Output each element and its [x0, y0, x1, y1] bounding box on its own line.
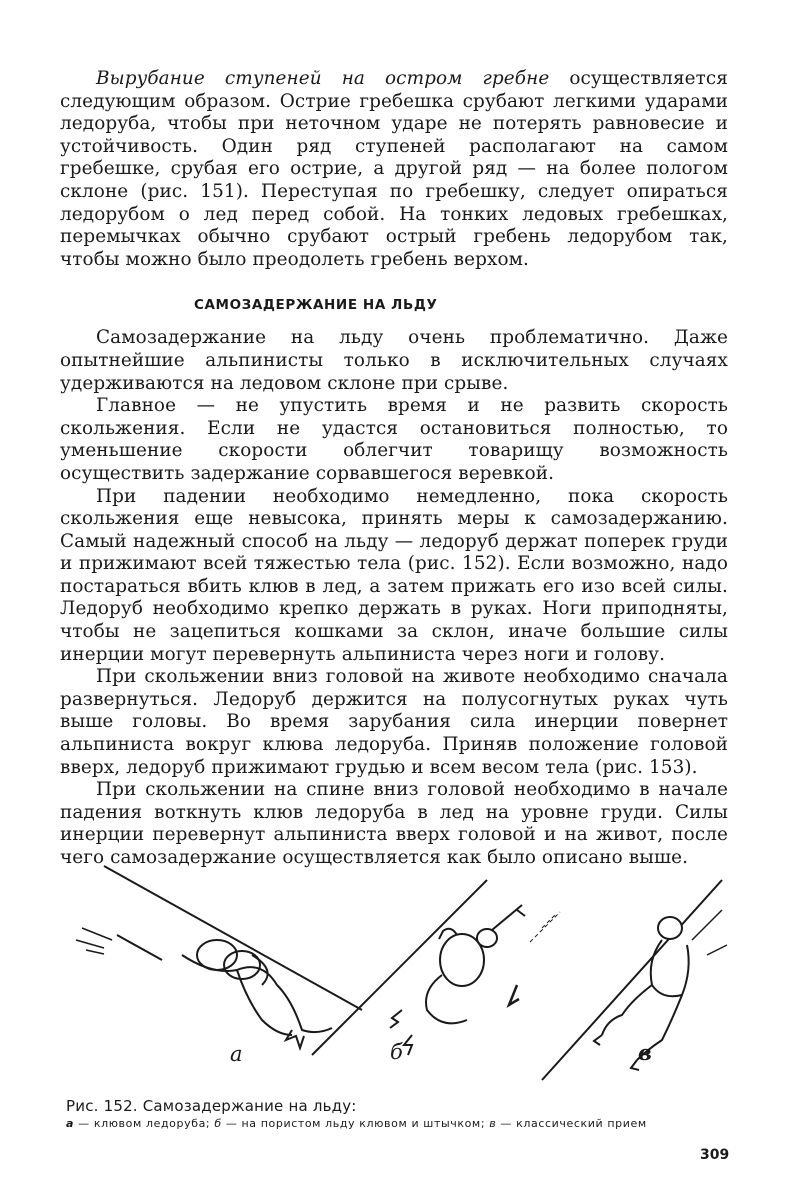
- legend-letter-a: а: [66, 1117, 75, 1130]
- figure-label-b: б: [390, 1040, 403, 1064]
- legend-letter-b: б: [214, 1117, 222, 1130]
- panel-a-drawing: [76, 866, 362, 1048]
- paragraph-ridge-steps: [60, 68, 728, 271]
- paragraph-intro: Самозадержание на льду очень проблематично. Даже опытнейшие альпинисты только в исключительных случаях удерживаются на ледовом склоне при срыве.: [60, 327, 728, 394]
- legend-text-b: — на пористом льду клювом и штычком;: [221, 1117, 490, 1130]
- paragraph-text: осуществляется следующим образом. Острие гребешка срубают легкими ударами ледоруба, чтобы при неточном ударе не потерять равновесие и устойчивость. Один ряд ступеней располагают на самом гребешке, срубая его острие, а другой ряд — на более пологом склоне (рис. 151). Переступая по гребешку, следует опираться ледорубом о лед перед собой. На тонких ледовых гребешках, перемычках обычно срубают острый гребень ледорубом так, чтобы можно было преодолеть гребень верхом.: [60, 68, 729, 270]
- section-heading: САМОЗАДЕРЖАНИЕ НА ЛЬДУ: [194, 297, 438, 314]
- legend-text-a: — клювом ледоруба;: [74, 1117, 215, 1130]
- caption-legend: [66, 1117, 736, 1130]
- figure-caption: [66, 1097, 736, 1130]
- page-number: 309: [700, 1147, 730, 1163]
- legend-letter-c: в: [489, 1117, 497, 1130]
- caption-title: Рис. 152. Самозадержание на льду:: [66, 1097, 357, 1115]
- page-body: [60, 68, 728, 870]
- paragraph-main-point: Главное — не упустить время и не развить скорость скольжения. Если не удастся остановиться полностью, то уменьшение скорости облегчит товарищу возможность осуществить задержание сорвавшегося веревкой.: [60, 395, 728, 484]
- figure-label-c: в: [638, 1040, 652, 1065]
- figure-label-a: а: [230, 1042, 243, 1066]
- paragraph-head-down-belly: При скольжении вниз головой на животе необходимо сначала развернуться. Ледоруб держится на полусогнутых руках чуть выше головы. Во время зарубания сила инерции повернет альпиниста вокруг клюва ледоруба. Приняв положение головой вверх, ледоруб прижимают грудью и всем весом тела (рис. 153).: [60, 666, 728, 778]
- legend-text-c: — классический прием: [496, 1117, 647, 1130]
- paragraph-falling: При падении необходимо немедленно, пока скорость скольжения еще невысока, принять меры к самозадержанию. Самый надежный способ на льду — ледоруб держат поперек груди и прижимают всей тяжестью тела (рис. 152). Если возможно, надо постараться вбить клюв в лед, а затем прижать его изо всей силы. Ледоруб необходимо крепко держать в руках. Ноги приподняты, чтобы не зацепиться кошками за склон, иначе большие силы инерции могут перевернуть альпиниста через ноги и голову.: [60, 485, 728, 665]
- figure-self-arrest: [62, 860, 732, 1100]
- italic-lead: Вырубание ступеней на остром гребне: [96, 68, 550, 89]
- panel-c-drawing: [542, 880, 727, 1080]
- panel-b-drawing: [312, 880, 560, 1055]
- paragraph-head-down-back: При скольжении на спине вниз головой необходимо в начале падения воткнуть клюв ледоруба в лед на уровне груди. Силы инерции перевернут альпиниста вверх головой и на живот, после чего самозадержание осуществляется как было описано выше.: [60, 779, 728, 868]
